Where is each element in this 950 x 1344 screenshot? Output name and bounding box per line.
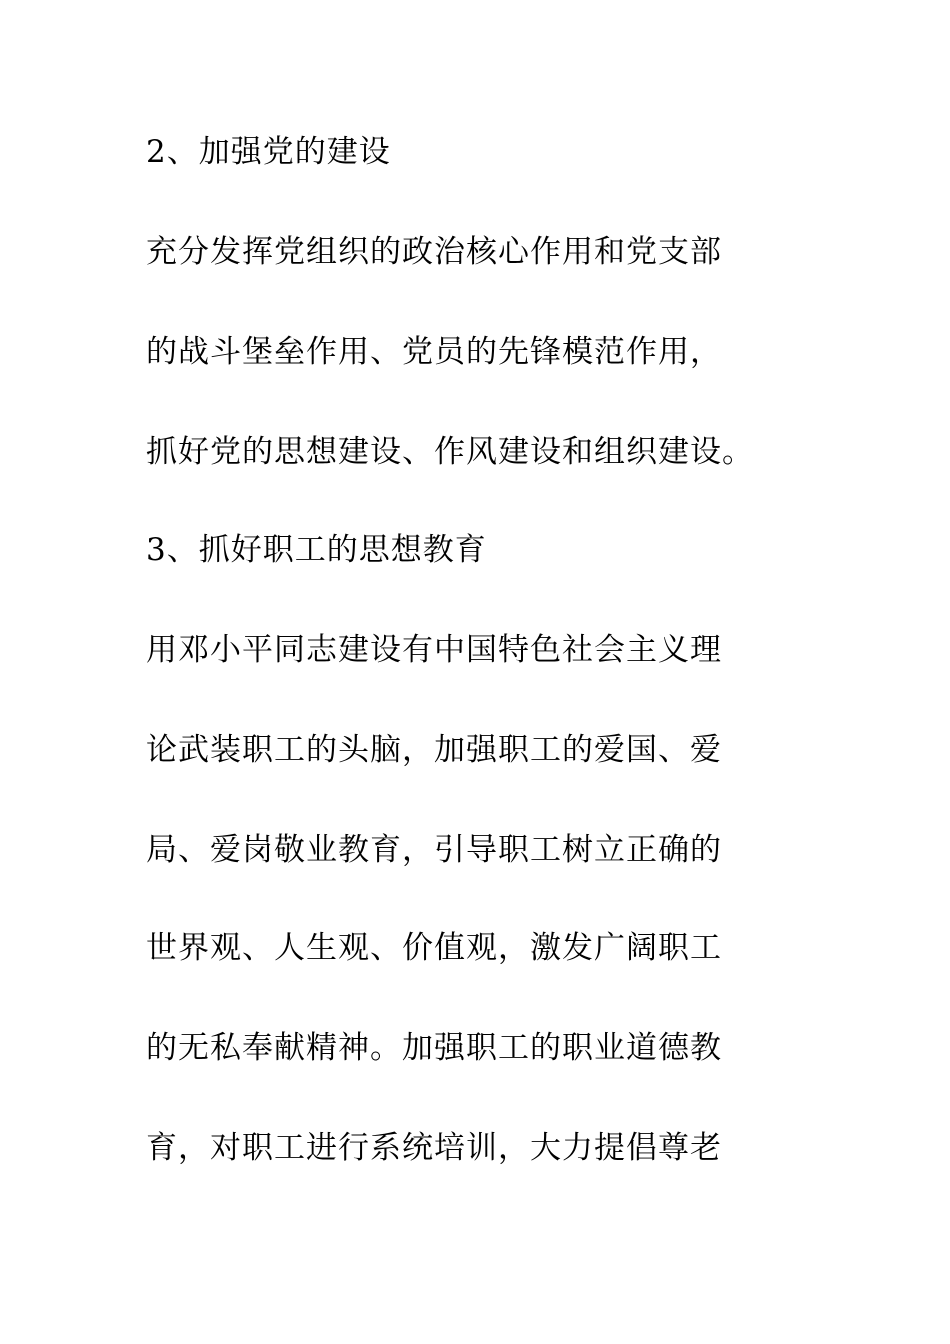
section-heading-staff-education: 3、抓好职工的思想教育 [146, 532, 487, 568]
paragraph-line: 用邓小平同志建设有中国特色社会主义理 [146, 632, 722, 668]
paragraph-line: 充分发挥党组织的政治核心作用和党支部 [146, 234, 722, 270]
paragraph-line: 的无私奉献精神。加强职工的职业道德教 [146, 1030, 722, 1066]
paragraph-line: 育，对职工进行系统培训，大力提倡尊老 [146, 1130, 722, 1166]
paragraph-line: 局、爱岗敬业教育，引导职工树立正确的 [146, 832, 722, 868]
paragraph-line: 抓好党的思想建设、作风建设和组织建设。 [146, 434, 754, 470]
paragraph-line: 的战斗堡垒作用、党员的先锋模范作用， [146, 334, 722, 370]
section-heading-party-building: 2、加强党的建设 [146, 134, 391, 170]
paragraph-line: 论武装职工的头脑，加强职工的爱国、爱 [146, 732, 722, 768]
paragraph-line: 世界观、人生观、价值观，激发广阔职工 [146, 930, 722, 966]
